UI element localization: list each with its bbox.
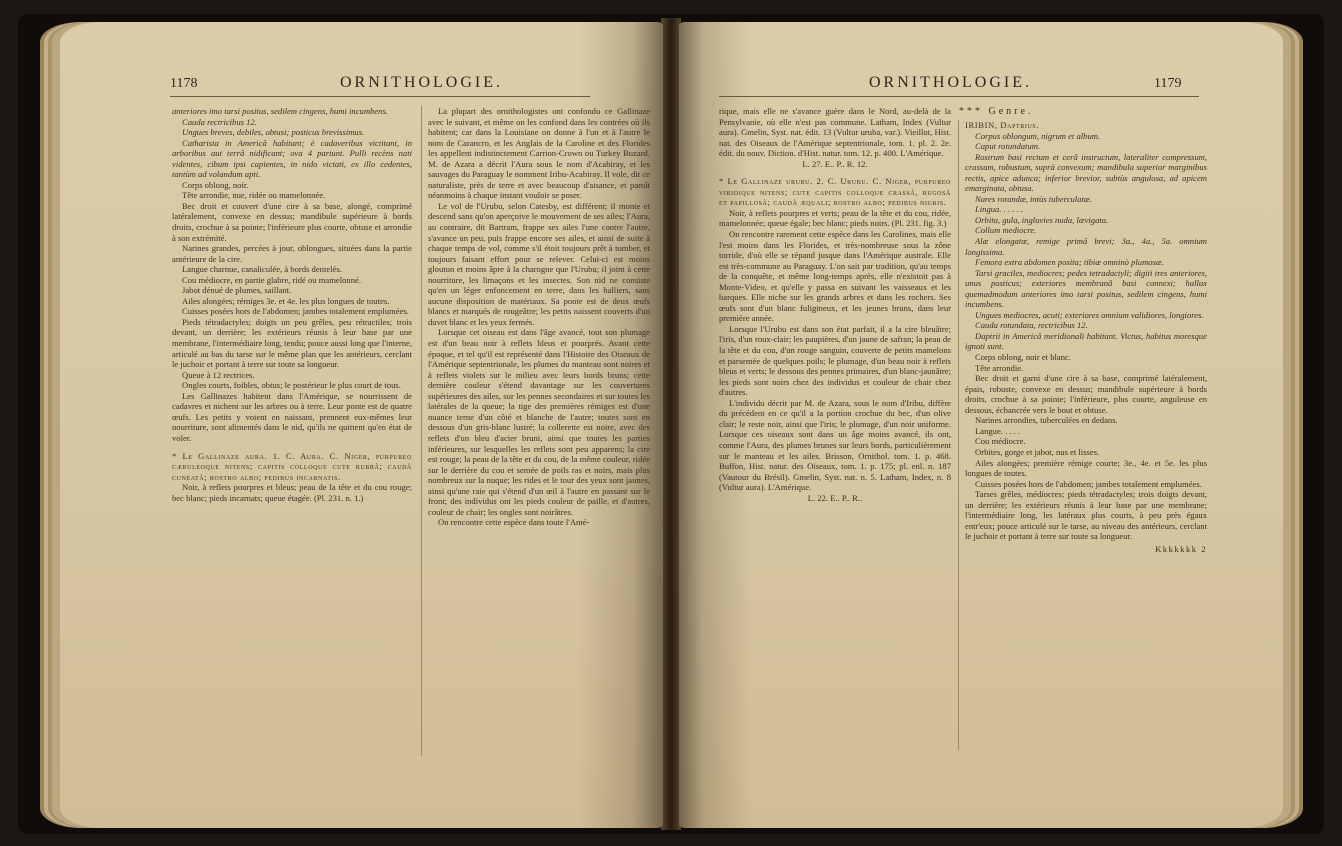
left-running-title: ORNITHOLOGIE. xyxy=(340,74,503,91)
text-paragraph: L'individu décrit par M. de Azara, sous le nom d'Iribu, diffère du précédent en ce qu'il a la portion crochue du bec, d'un olive clair; le reste noir, ainsi que l'iris; le plumage, d'un noir uniforme. Lorsque ces oiseaux sont dans un âge moins avancé, ils ont, comme l'Aura, des plumes brunes sur leurs bords, particulièrement sur le manteau et les ailes. Brisson, Ornithol. tom. 1. p. 468. Buffon, Hist. natur. des Oiseaux, tom. 1. p. 175; pl. enl. n. 187 (Vautour du Brésil). Gmelin, Syst. nat. n. 5. Latham, Index, n. 8 (Vultur aura). L'Amérique. xyxy=(719,397,951,493)
left-column-divider xyxy=(421,106,422,756)
left-header-rule xyxy=(170,96,590,97)
text-paragraph: Kkkkkkk 2 xyxy=(1155,543,1207,554)
right-page-number: 1179 xyxy=(1154,76,1182,91)
text-paragraph: Ongles courts, foibles, obtus; le postérieur le plus court de tous. xyxy=(182,380,401,391)
left-page xyxy=(60,22,663,828)
text-paragraph: Langue charnue, canaliculée, à bords dentelés. xyxy=(182,264,342,275)
text-paragraph: Bec droit et garni d'une cire à sa base, comprimé latéralement, épais, robuste, convexe en dessus; mandibule supérieure à bords droits, crochue à sa pointe; l'inférieure, plus courte, anguleuse en dessous, échancrée vers le bout et obtuse. xyxy=(965,373,1207,415)
text-paragraph: Cauda rectricibus 12. xyxy=(182,116,257,127)
genre-heading: *** Genre. xyxy=(959,106,1034,117)
text-paragraph: Noir, à reflets pourpres et verts; peau de la tête et du cou, ridée, mamelonnée; queue égale; bec blanc; pieds noirs. (Pl. 231. fig. 3.) xyxy=(719,207,951,229)
text-paragraph: Tarses grêles, médiocres; pieds tétradactyles; trois doigts devant, un derrière; les extérieurs réunis à leur base par une membrane; l'intermédiaire long, les latéraux plus courts, à peu près égaux entr'eux; pouce articulé sur le tarse, au niveau des antérieurs, cerclant le juchoir et portant à terre sur toute sa longueur. xyxy=(965,489,1207,542)
text-paragraph: On rencontre rarement cette espèce dans les Carolines, mais elle l'est moins dans les Florides, et très-nombreuse sous la zône torride, d'où elle se répand jusque dans l'Amérique australe. Elle est très-commune au Paraguay. L'on sait par tradition, qu'au temps de la conquête, et même long-temps après, elle n'existoit pas à Monte-Video, et qu'elle y passa en suivant les vaisseaux et les barques. Elle niche sur les grands arbres et dans les rochers. Ses œufs sont d'un blanc fuligineux, et les jeunes bruns, dans leur première année. xyxy=(719,229,951,324)
text-paragraph: Alæ elongatæ, remige primâ brevi; 3a., 4a., 5a. omnium longissima. xyxy=(965,236,1207,257)
book-gutter xyxy=(661,18,681,830)
text-paragraph: Nares rotundæ, intùs tuberculatæ. xyxy=(975,193,1092,204)
right-column-2 xyxy=(965,120,1207,554)
text-paragraph: Queue à 12 rectrices. xyxy=(182,369,255,380)
text-paragraph: Ungues breves, debiles, obtusi; posticus brevissimus. xyxy=(182,127,365,138)
text-paragraph: Lingua. . . . . . xyxy=(975,204,1023,215)
text-paragraph: Ailes alongées; première rémige courte; 3e., 4e. et 5e. les plus longues de toutes. xyxy=(965,457,1207,479)
text-paragraph: Tête arrondie, nue, ridée ou mamelonnée. xyxy=(182,190,326,201)
text-paragraph: Narines arrondies, tuberculées en dedans. xyxy=(975,415,1118,426)
text-paragraph: Jabot dénué de plumes, saillant. xyxy=(182,285,292,296)
text-paragraph: Orbita, gula, ingluvies nuda, lævigata. xyxy=(975,214,1109,225)
right-page xyxy=(679,22,1283,828)
right-header-rule xyxy=(719,96,1199,97)
text-paragraph: anteriores imo tarsi positus, sedilem cingens, humi incumbens. xyxy=(172,106,388,116)
text-paragraph: Rostrum basi rectum et cerâ instructum, lateraliter compressum, crassum, robustum, suprà convexum; mandibula superior marginibus rectis, apice adunca; inferior brevior, subtùs angulosa, ad apicem emarginata, obtusa. xyxy=(965,151,1207,194)
text-paragraph: IRIBIN, Daptrius. xyxy=(965,120,1040,130)
left-column-2 xyxy=(428,106,650,528)
text-paragraph: Noir, à reflets pourpres et bleus; peau de la tête et du cou rouge; bec blanc; pieds incarnats; queue étagée. (Pl. 231. n. 1.) xyxy=(172,482,412,503)
text-paragraph: Lorsque l'Urubu est dans son état parfait, il a la cire bleuâtre; l'iris, d'un roux-clair; les paupières, d'un jaune de safran; la peau de la tête et du cou, d'un rouge sanguin, couverte de petits mamelons et parsemée de quelques poils; le plumage, d'un beau noir à reflets bleus et verts; le dessous des pennes primaires, d'un blanc-jaunâtre; les pieds sont noirs chez des individus et couleur de chair chez d'autres. xyxy=(719,323,951,398)
text-paragraph: rique, mais elle ne s'avance guère dans le Nord, au-delà de la Pensylvanie, où elle n'est pas commune. Latham, Index (Vultur aura). Gmelin, Syst. nat. édit. 13 (Vultur uruba, var.). Vieillot, Hist. nat. des Oiseaux de l'Amérique septentrionale, tom. 1. pl. 2. 2e. édit. du nouv. Diction. d'Hist. natur. tom. 12. p. 400. L'Amérique. xyxy=(719,106,951,159)
text-paragraph: Tarsi graciles, mediocres; pedes tetradactyli; digiti tres anteriores, unus posticus; exteriores membranâ basi connexi; hallux quemadmodum anteriores imo tarsi positus, sedilem cingens, humi incumbens. xyxy=(965,267,1207,310)
text-paragraph: Langue. . . . . xyxy=(975,425,1021,436)
left-column-1 xyxy=(172,106,412,503)
text-paragraph: Orbites, gorge et jabot, nus et lisses. xyxy=(975,446,1100,457)
text-paragraph: Caput rotundatum. xyxy=(975,141,1041,152)
text-paragraph: Corpus oblongum, nigrum et album. xyxy=(975,130,1101,141)
text-paragraph: Cou médiocre, en partie glabre, ridé ou mamelonné. xyxy=(182,274,361,285)
text-paragraph: Les Gallinazes habitent dans l'Amérique, se nourrissent de cadavres et nichent sur les arbres ou à terre. Leur ponte est de quatre œufs. Les petits y voient en naissant, prennent eux-mêmes leur nourriture, sont alimentés dans le nid, qu'ils ne quittent qu'en état de voler. xyxy=(172,390,412,443)
paragraph-spacer xyxy=(719,169,951,176)
text-paragraph: Ungues mediocres, acuti; exteriores omnium validiores, longiores. xyxy=(975,309,1204,320)
text-paragraph: Lorsque cet oiseau est dans l'âge avancé, tout son plumage est d'un beau noir à reflets bleus et pourprés. Avant cette époque, et tel qu'il est représenté dans l'Histoire des Oiseaux de l'Amérique septentrionale, les plumes du manteau sont noires et à reflets violets sur le milieu avec leurs bords bruns; cette dernière couleur s'étend davantage sur les couvertures supérieures des ailes, sur les pennes secondaires et sur toutes les latérales de la queue; la tige des premières rémiges est d'une nuance terne d'un côté et blanche de l'autre; toutes sont en dessous d'un gris-blanc lustré; la collerette est noire, avec des reflets d'un bleu d'acier bruni, ainsi que toutes les parties inférieures, sur lesquelles les reflets sont peu apparens; la cire est rouge; la peau de la tête et du cou, de la même couleur, ridée sur le derrière du cou et semée de poils ras et noirs, mais plus nombreux sur la nuque; les rides et le tour des yeux sont jaunes, ainsi qu'une raie qui s'étend d'un œil à l'autre en passant sur le front; des individus ont les pieds couleur de paille, et d'autres, couleur de chair; les ongles sont noirâtres. xyxy=(428,327,650,517)
text-paragraph: Tête arrondie. xyxy=(975,362,1024,373)
left-page-number: 1178 xyxy=(170,76,198,91)
text-paragraph: La plupart des ornithologistes ont confondu ce Gallinaze avec le suivant, et même on les confond dans les contrées où ils habitent; car dans la Louisiane on donne à l'un et à l'autre le nom de Carancro, et les Anglais de la Caroline et des Florides les appellent indistinctement Carrion-Crown ou Turkey Buzard. M. de Azara a décrit l'Aura sous le nom d'Acabiray, et les sauvages du Paraguay le nomment Iribu-Acabiray. Il vole, dit ce naturaliste, près de terre et avec beaucoup d'aisance, et paroît néanmoins à chaque instant vouloir se poser. xyxy=(428,106,650,201)
text-paragraph: Collum mediocre. xyxy=(975,225,1037,236)
text-paragraph: Cou médiocre. xyxy=(975,436,1026,447)
text-paragraph: Cuisses posées hors de l'abdomen; jambes totalement emplumées. xyxy=(975,478,1202,489)
paragraph-spacer xyxy=(172,444,412,451)
text-paragraph: Le vol de l'Urubu, selon Catesby, est différent; il monte et descend sans qu'on aperçoive le mouvement de ses ailes; l'Aura, au contraire, dit Bartram, frappe ses ailes l'une contre l'autre, s'avance un peu, puis frappe encore ses ailes, et ainsi de suite à chaque temps de vol, comme s'il étoit toujours prêt à tomber, et toujours faisant effort pour se relever. Celui-ci est moins glouton et moins âpre à la charogne que l'Urubu; il joint à cette nourriture, les limaçons et les insectes. Son nid ne consiste qu'en un léger enfoncement en terre, dans les halliers, sans aucune disposition de matériaux. Sa ponte est de deux œufs blancs et marqués de rougeâtre; les petits naissent couverts d'un duvet blanc et les yeux fermés. xyxy=(428,200,650,327)
right-column-1 xyxy=(719,106,951,503)
text-paragraph: Corps oblong, noir. xyxy=(182,179,249,190)
text-paragraph: * Le Gallinaze urubu. 2. C. Urubu. C. Niger, purpureo viridique nitens; cute capitis colloque crassâ, rugosâ et papillosâ; caudâ æquali; rostro albo; pedibus nigris. xyxy=(719,176,951,208)
text-paragraph: Catharista in Americâ habitant; è cadaveribus victitant, in arboribus aut terrâ nidificant; ova 4 pariunt. Pulli recèns nati videntes, cibum ipsi capientes, in nido victati, ex illo cedentes, tantùm ad volandum apti. xyxy=(172,137,412,180)
text-paragraph: L. 22. E.. P.. R.. xyxy=(807,492,863,503)
text-paragraph: Cuisses posées hors de l'abdomen; jambes totalement emplumées. xyxy=(182,306,409,317)
text-paragraph: Narines grandes, percées à jour, oblongues, situées dans la partie antérieure de la cire. xyxy=(172,243,412,264)
text-paragraph: Cauda rotundata, rectricibus 12. xyxy=(975,320,1088,331)
text-paragraph: Pieds tétradactyles; doigts un peu grêles, peu rétractiles; trois devant, un derrière; les extérieurs réunis à leur base par une membrane, l'intermédiaire long, tendu; pouce aussi long que l'interne, articulé au bas du tarse sur le même plan que les antérieurs, cerclant le juchoir et portant à terre sur toute sa longueur. xyxy=(172,316,412,370)
text-paragraph: Ailes alongées; rémiges 3e. et 4e. les plus longues de toutes. xyxy=(182,295,390,306)
text-paragraph: Corps oblong, noir et blanc. xyxy=(975,352,1071,363)
text-paragraph: Daptrii in Americâ meridionali habitant. Victus, habitus moresque ignoti sunt. xyxy=(965,330,1207,352)
text-paragraph: On rencontre cette espèce dans toute l'Amé- xyxy=(438,517,590,528)
text-paragraph: Bec droit et couvert d'une cire à sa base, alongé, comprimé latéralement, convexe en dessus; mandibule supérieure à bords droits, crochue à sa pointe; l'inférieure plus courte, obtuse et arrondie à son extrémité. xyxy=(172,200,412,243)
text-paragraph: Femora extra abdomen posita; tibiæ omninò plumosæ. xyxy=(975,257,1164,268)
text-paragraph: L. 27. E.. P.. R. 12. xyxy=(802,158,868,169)
right-column-divider xyxy=(958,120,959,750)
right-running-title: ORNITHOLOGIE. xyxy=(869,74,1032,91)
text-paragraph: * Le Gallinaze aura. 1. C. Aura. C. Niger, purpureo cæruleoque nitens; capitis colloque cute rubrâ; caudâ cuneatâ; rostro albo; pedibus incarnatis. xyxy=(172,450,412,482)
